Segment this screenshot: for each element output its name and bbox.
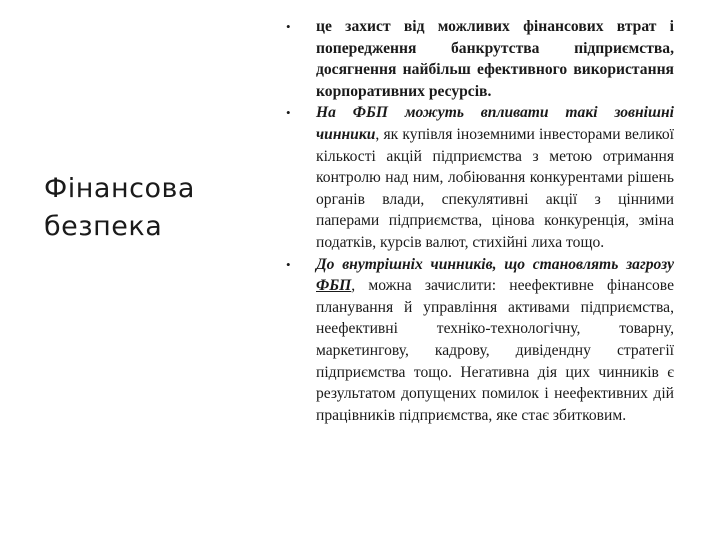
- bullet-item-external-factors: [286, 102, 674, 253]
- bullet-text: , як купівля іноземними інвесторами великої кількості акцій підприємства з метою отримання контролю над ним, лобіювання конкурентами рішень органів влади, спекулятивні акції з цінними паперами підприємства, цінова конкуренція, зміна податків, курсів валют, стихійні лиха тощо.: [316, 125, 674, 251]
- bullet-marker: •: [286, 19, 291, 34]
- bullet-list: [286, 16, 674, 426]
- bullet-emphasis-underlined: ФБП: [316, 277, 352, 295]
- bullet-item-definition: [286, 16, 674, 102]
- bullet-emphasis: На ФБП можуть впливати такі зовнішні чинники: [316, 104, 674, 143]
- bullet-text: , можна зачислити: неефективне фінансове планування й управління активами підприємства, неефективні техніко-технологічну, товарну, маркетингову, кадрову, дивідендну стратегії підприємства тощо. Негативна дія цих чинників є результатом допущених помилок і неефективних дій працівників підприємства, яке стає збитковим.: [316, 277, 674, 424]
- bullet-emphasis: До внутрішніх чинників, що становлять загрозу: [316, 255, 674, 273]
- slide-title: Фінансова безпека: [44, 173, 195, 242]
- bullet-marker: •: [286, 105, 291, 121]
- bullet-marker: •: [286, 256, 291, 272]
- bullet-text: це захист від можливих фінансових втрат і попередження банкрутства підприємства, досягнення найбільш ефективного використання корпоративних ресурсів.: [316, 18, 674, 100]
- bullet-item-internal-factors: [286, 254, 674, 427]
